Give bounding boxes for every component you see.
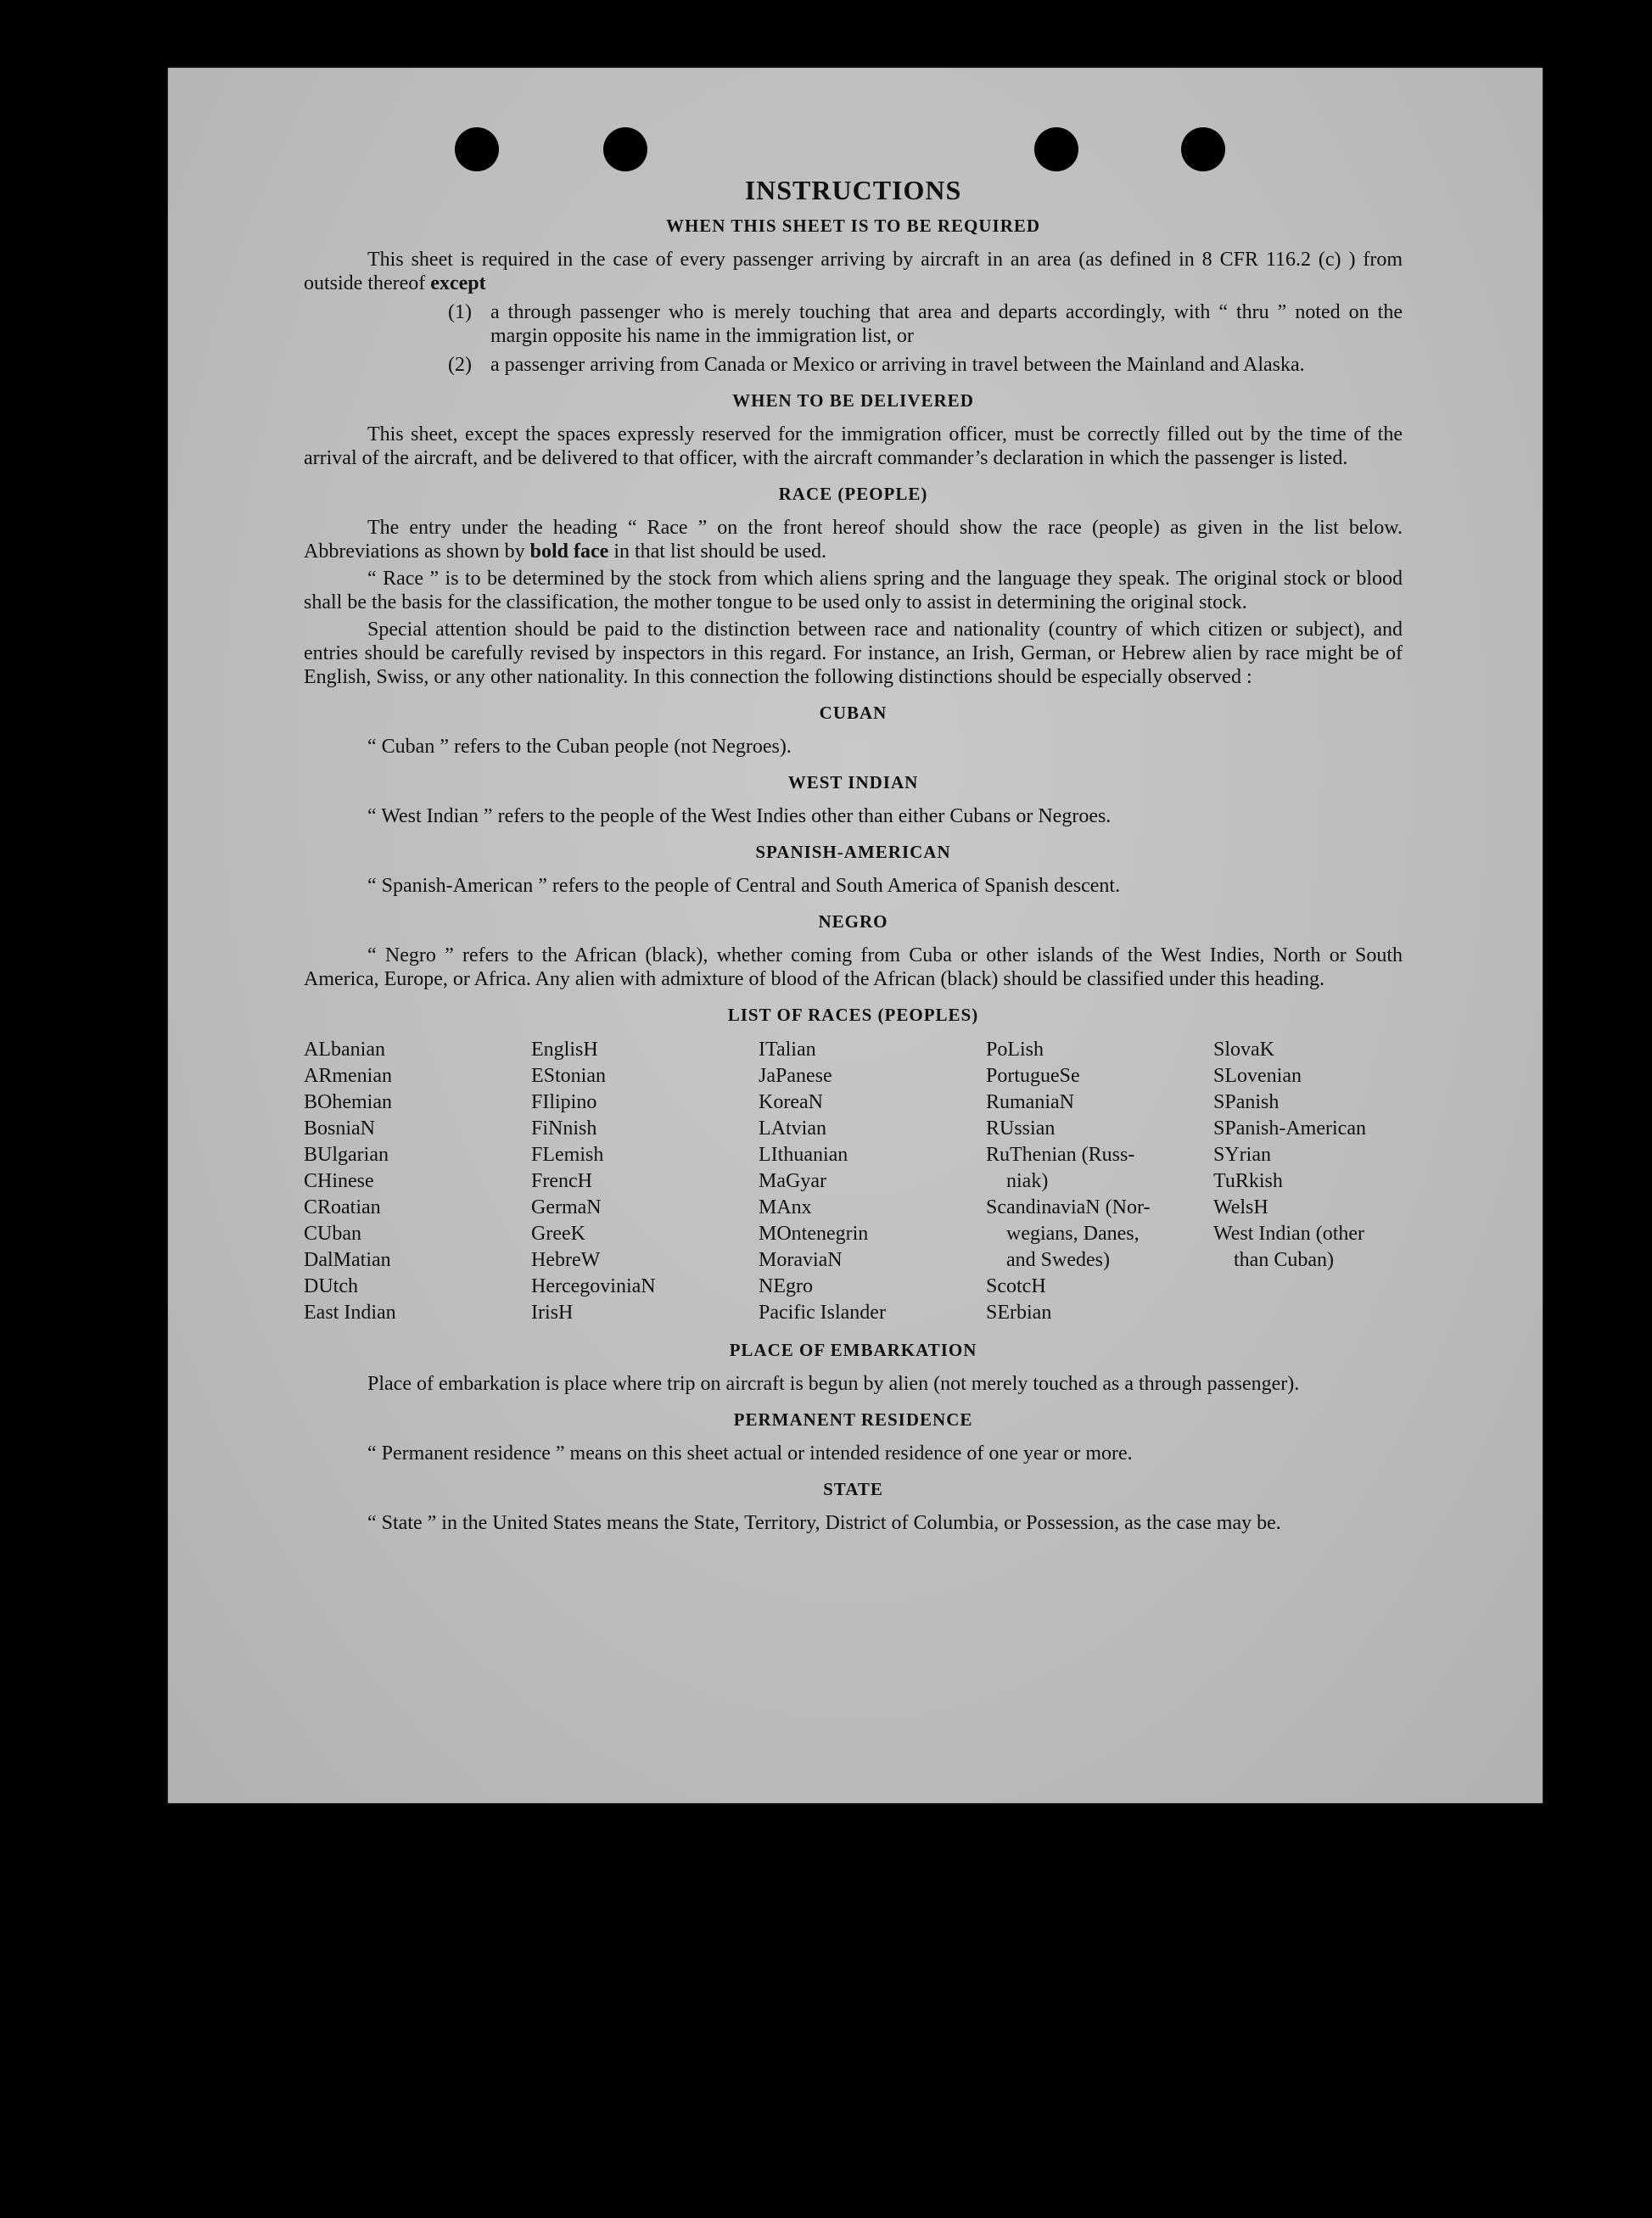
race-entry: TuRkish (1213, 1170, 1283, 1192)
race-entry: SPanish (1213, 1091, 1280, 1113)
delivered-paragraph: This sheet, except the spaces expressly reserved for the immigration officer, must be correctly filled out by the time of the arrival of the aircraft, and be delivered to that officer, with the aircraft commander’s declaration in which the passenger is listed. (304, 423, 1403, 469)
race-entry: SLovenian (1213, 1065, 1302, 1087)
race-entry: Pacific Islander (759, 1302, 886, 1324)
race-entry: BUlgarian (304, 1144, 389, 1166)
exception-item: (2) a passenger arriving from Canada or Mexico or arriving in travel between the Mainland and Alaska. (448, 354, 1305, 376)
race-entry: RumaniaN (986, 1091, 1074, 1113)
exception-item: (1) a through passenger who is merely touching that area and departs accordingly, with “ thru ” noted on the margin opposite his name in the immigration list, or (448, 301, 1403, 347)
heading-list-of-races: LIST OF RACES (PEOPLES) (727, 1005, 979, 1025)
instructions-content (304, 175, 1403, 1538)
race-column (759, 1037, 986, 1326)
race-entry: FIlipino (531, 1091, 597, 1113)
heading-required: WHEN THIS SHEET IS TO BE REQUIRED (665, 216, 1041, 236)
race-entry: ScandinaviaN (Nor- (986, 1196, 1151, 1218)
race-entry: EStonian (531, 1065, 606, 1087)
race-entry: LIthuanian (759, 1144, 848, 1166)
race-entry: SYrian (1213, 1144, 1271, 1166)
race-entry: SErbian (986, 1302, 1052, 1324)
heading-embarkation: PLACE OF EMBARKATION (729, 1340, 977, 1360)
race-entry: SPanish-American (1213, 1117, 1366, 1140)
required-paragraph: This sheet is required in the case of every passenger arriving by aircraft in an area (as defined in 8 CFR 116.2 (c) ) from outside thereof except (304, 249, 1403, 294)
spanish-american-paragraph: “ Spanish-American ” refers to the people of Central and South America of Spanish descent. (367, 875, 1121, 897)
race-entry: HebreW (531, 1249, 601, 1271)
race-list (304, 1037, 1403, 1326)
race-entry: FiNnish (531, 1117, 597, 1140)
race-entry: MAnx (759, 1196, 812, 1218)
race-entry: FrencH (531, 1170, 592, 1192)
race-entry: NEgro (759, 1275, 813, 1297)
negro-paragraph: “ Negro ” refers to the African (black), whether coming from Cuba or other islands of the West Indies, North or South America, Europe, or Africa. Any alien with admixture of blood of the African (black) should be classified under this heading. (304, 944, 1403, 990)
race-entry: LAtvian (759, 1117, 826, 1140)
race-column (986, 1037, 1213, 1326)
race-column (1213, 1037, 1441, 1326)
race-entry: MaGyar (759, 1170, 826, 1192)
state-paragraph: “ State ” in the United States means the State, Territory, District of Columbia, or Possession, as the case may be. (367, 1512, 1281, 1534)
race-entry: PoLish (986, 1039, 1044, 1061)
race-entry: GreeK (531, 1223, 585, 1245)
heading-cuban: CUBAN (819, 703, 888, 723)
race-entry: DalMatian (304, 1249, 391, 1271)
race-paragraph-3: Special attention should be paid to the distinction between race and nationality (country of which citizen or subject), and entries should be carefully revised by inspectors in this regard. For instance, an Irish, German, or Hebrew alien by race might be of English, Swiss, or any other nationality. In this connection the following distinctions should be especially observed : (304, 619, 1403, 688)
race-entry: CHinese (304, 1170, 374, 1192)
race-entry: GermaN (531, 1196, 602, 1218)
heading-negro: NEGRO (818, 911, 888, 932)
race-entry: IrisH (531, 1302, 574, 1324)
punch-hole (1181, 127, 1225, 171)
race-entry: JaPanese (759, 1065, 832, 1087)
embarkation-paragraph: Place of embarkation is place where trip on aircraft is begun by alien (not merely touched as a through passenger). (367, 1373, 1300, 1395)
race-entry: than Cuban) (1234, 1249, 1334, 1271)
race-entry: SlovaK (1213, 1039, 1274, 1061)
cuban-paragraph: “ Cuban ” refers to the Cuban people (not Negroes). (367, 736, 792, 758)
race-entry: CRoatian (304, 1196, 381, 1218)
race-column (531, 1037, 759, 1326)
race-entry: wegians, Danes, (1006, 1223, 1140, 1245)
race-entry: and Swedes) (1006, 1249, 1110, 1271)
race-paragraph-2: “ Race ” is to be determined by the stock from which aliens spring and the language they speak. The original stock or blood shall be the basis for the classification, the mother tongue to be used only to assist in determining the original stock. (304, 568, 1403, 613)
punch-hole (455, 127, 499, 171)
race-entry: RuThenian (Russ- (986, 1144, 1135, 1166)
race-entry: ITalian (759, 1039, 816, 1061)
race-paragraph-1: The entry under the heading “ Race ” on the front hereof should show the race (people) as given in the list below. Abbreviations as shown by bold face in that list should be used. (304, 517, 1403, 563)
document-sheet (168, 68, 1543, 1803)
heading-residence: PERMANENT RESIDENCE (733, 1409, 973, 1430)
race-entry: East Indian (304, 1302, 396, 1324)
race-entry: CUban (304, 1223, 361, 1245)
race-entry: BOhemian (304, 1091, 392, 1113)
residence-paragraph: “ Permanent residence ” means on this sheet actual or intended residence of one year or more. (367, 1442, 1133, 1465)
race-column (304, 1037, 531, 1326)
race-entry: KoreaN (759, 1091, 823, 1113)
heading-west-indian: WEST INDIAN (787, 772, 919, 793)
race-entry: ARmenian (304, 1065, 392, 1087)
race-entry: DUtch (304, 1275, 358, 1297)
race-entry: ScotcH (986, 1275, 1046, 1297)
race-entry: MoraviaN (759, 1249, 843, 1271)
race-entry: EnglisH (531, 1039, 598, 1061)
race-entry: MOntenegrin (759, 1223, 869, 1245)
race-entry: West Indian (other (1213, 1223, 1365, 1245)
punch-hole (603, 127, 647, 171)
race-entry: FLemish (531, 1144, 604, 1166)
race-entry: ALbanian (304, 1039, 385, 1061)
punch-hole (1034, 127, 1078, 171)
west-indian-paragraph: “ West Indian ” refers to the people of the West Indies other than either Cubans or Negroes. (367, 805, 1112, 827)
heading-spanish-american: SPANISH-AMERICAN (755, 842, 951, 862)
race-entry: RUssian (986, 1117, 1056, 1140)
heading-state: STATE (823, 1479, 883, 1499)
race-entry: WelsH (1213, 1196, 1268, 1218)
race-entry: BosniaN (304, 1117, 375, 1140)
heading-delivered: WHEN TO BE DELIVERED (732, 390, 974, 411)
race-entry: PortugueSe (986, 1065, 1080, 1087)
race-entry: HercegoviniaN (531, 1275, 656, 1297)
race-entry: niak) (1006, 1170, 1049, 1192)
page-title: INSTRUCTIONS (744, 175, 962, 205)
heading-race: RACE (PEOPLE) (778, 484, 928, 504)
